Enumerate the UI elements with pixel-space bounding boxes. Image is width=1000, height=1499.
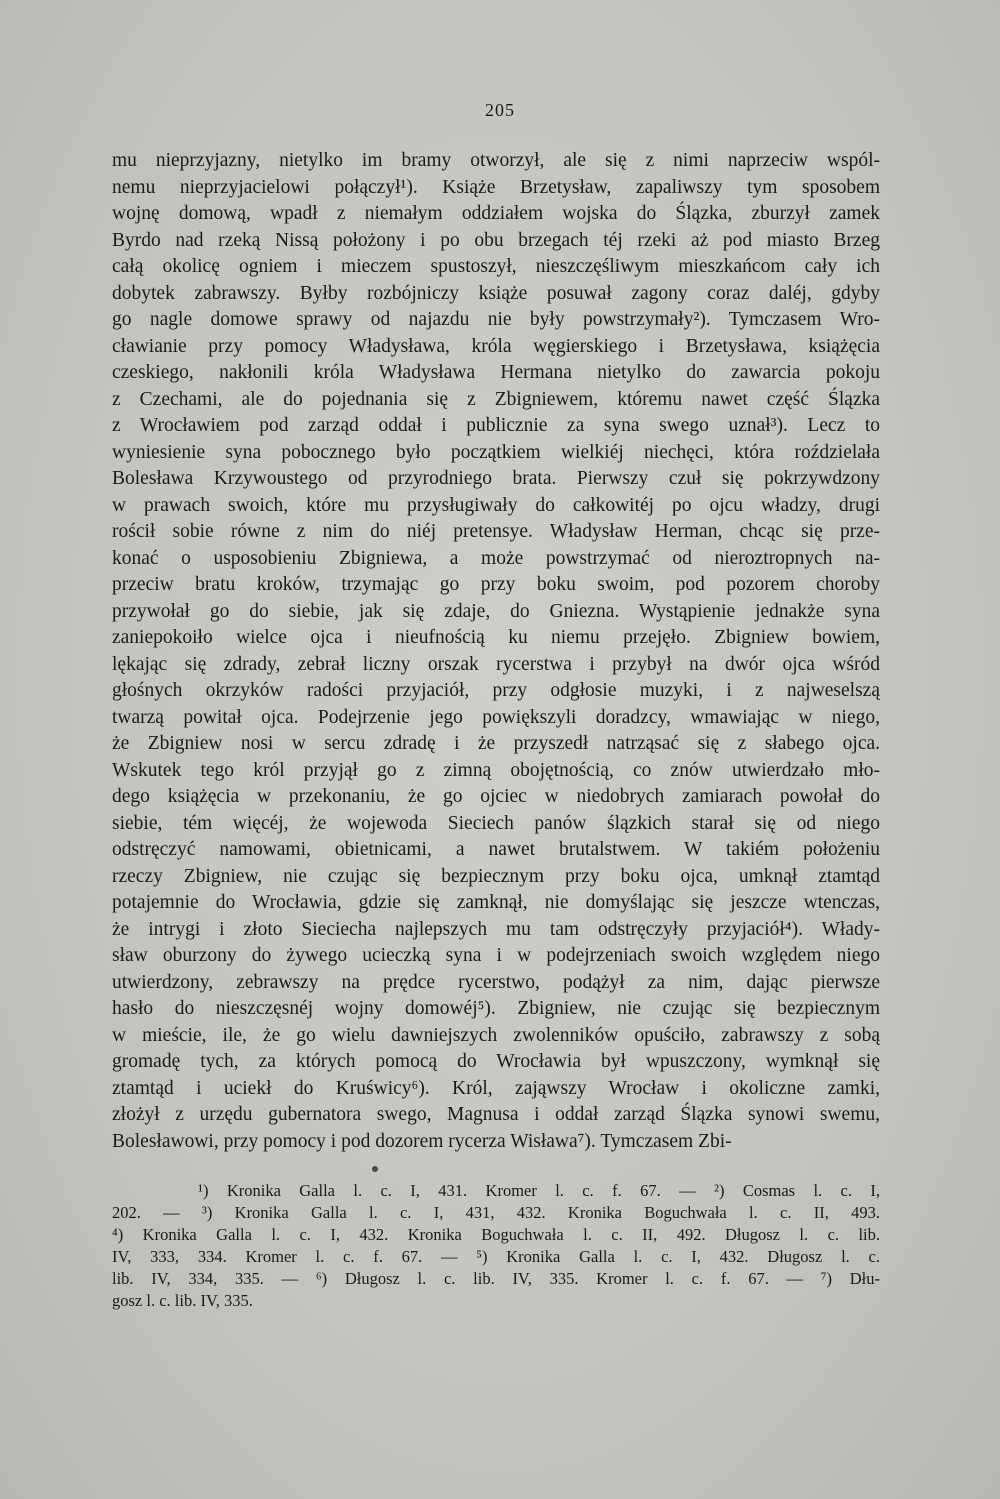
text-line: nemu nieprzyjacielowi połączył¹). Książe Brzetysław, zapaliwszy tym sposobem (112, 176, 880, 198)
footnote-line: ⁴) Kronika Galla l. c. I, 432. Kronika Boguchwała l. c. II, 492. Długosz l. c. lib. (112, 1225, 880, 1244)
text-line: zaniepokoiło wielce ojca i nieufnością ku niemu przejęło. Zbigniew bowiem, (112, 627, 880, 648)
text-line: mu nieprzyjazny, nietylko im bramy otworzył, ale się z nimi naprzeciw wspól- (112, 150, 880, 171)
text-line: Byrdo nad rzeką Nissą położony i po obu brzegach téj rzeki aż pod miasto Brzeg (112, 229, 880, 251)
text-line: twarzą powitał ojca. Podejrzenie jego powiększyli doradzcy, wmawiając w niego, (112, 706, 880, 728)
text-line: w mieście, ile, że go wielu dawniejszych zwolenników opuściło, zabrawszy z sobą (112, 1024, 880, 1046)
text-line: siebie, tém więcéj, że wojewoda Sieciech panów ślązkich starał się od niego (112, 812, 880, 834)
footnote-line: lib. IV, 334, 335. — ⁶) Długosz l. c. lib. IV, 335. Kromer l. c. f. 67. — ⁷) Dłu- (112, 1269, 880, 1288)
text-line: Wskutek tego król przyjął go z zimną obojętnością, co znów utwierdzało mło- (112, 759, 880, 781)
footnote-line: ¹) Kronika Galla l. c. I, 431. Kromer l. c. f. 67. — ²) Cosmas l. c. I, (198, 1181, 880, 1200)
text-line: rościł sobie równe z nim do niéj pretensye. Władysław Herman, chcąc się prze- (112, 521, 880, 542)
text-line: wojnę domową, wpadł z niemałym oddziałem wojska do Ślązka, zburzył zamek (112, 203, 880, 224)
text-line: Bolesława Krzywoustego od przyrodniego brata. Pierwszy czuł się pokrzywdzony (112, 468, 880, 489)
text-line: sław oburzony do żywego ucieczką syna i w podejrzeniach swoich względem niego (112, 945, 880, 966)
footnotes (112, 1180, 880, 1312)
footnote-line: 202. — ³) Kronika Galla l. c. I, 431, 432. Kronika Boguchwała l. c. II, 493. (112, 1203, 880, 1222)
text-line: przywołał go do siebie, jak się zdaje, do Gniezna. Wystąpienie jednakże syna (112, 600, 880, 622)
text-line: głośnych okrzyków radości przyjaciół, przy odgłosie muzyki, i z najweselszą (112, 680, 880, 701)
text-line: czeskiego, nakłonili króla Władysława Hermana nietylko do zawarcia pokoju (112, 362, 880, 383)
text-line: cławianie przy pomocy Władysława, króla węgierskiego i Brzetysława, książęcia (112, 335, 880, 357)
text-line: złożył z urzędu gubernatora swego, Magnusa i oddał zarząd Ślązka synowi swemu, (112, 1104, 880, 1125)
text-line: w prawach swoich, które mu przysługiwały do całkowitéj po ojcu władzy, drugi (112, 494, 880, 516)
text-line: dego książęcia w przekonaniu, że go ojciec w niedobrych zamiarach powołał do (112, 786, 880, 807)
text-line: Bolesławowi, przy pomocy i pod dozorem rycerza Wisława⁷). Tymczasem Zbi- (112, 1130, 732, 1152)
text-line: przeciw bratu kroków, trzymając go przy boku swoim, pod pozorem choroby (112, 574, 880, 595)
text-line: z Wrocławiem pod zarząd oddał i publicznie za syna swego uznał³). Lecz to (112, 415, 880, 436)
text-line: gromadę tych, za których pomocą do Wrocławia był wpuszczony, wymknął się (112, 1051, 880, 1072)
text-line: że Zbigniew nosi w sercu zdradę i że przyszedł natrząsać się z słabego ojca. (112, 733, 880, 754)
footnote-divider-mark (372, 1166, 378, 1172)
text-line: potajemnie do Wrocławia, gdzie się zamknął, nie domyślając się jeszcze wtenczas, (112, 892, 880, 913)
text-line: dobytek zabrawszy. Byłby rozbójniczy książe posuwał zagony coraz daléj, gdyby (112, 282, 880, 304)
text-line: go nagle domowe sprawy od najazdu nie były powstrzymały²). Tymczasem Wro- (112, 309, 880, 330)
footnote-line: gosz l. c. lib. IV, 335. (112, 1291, 253, 1310)
text-line: lękając się zdrady, zebrał liczny orszak rycerstwa i przybył na dwór ojca wśród (112, 653, 880, 675)
page-number: 205 (485, 100, 515, 120)
text-line: wyniesienie syna pobocznego było początkiem wielkiéj niechęci, która roździelała (112, 441, 880, 463)
main-text (112, 148, 880, 1155)
text-line: hasło do nieszczęsnéj wojny domowéj⁵). Zbigniew, nie czując się bezpiecznym (112, 998, 880, 1019)
footnote-line: IV, 333, 334. Kromer l. c. f. 67. — ⁵) Kronika Galla l. c. I, 432. Długosz l. c. (112, 1247, 880, 1266)
text-line: że intrygi i złoto Sieciecha najlepszych mu tam odstręczyły przyjaciół⁴). Włady- (112, 918, 880, 940)
text-line: ztamtąd i uciekł do Kruświcy⁶). Król, zająwszy Wrocław i okoliczne zamki, (112, 1077, 880, 1099)
text-line: z Czechami, ale do pojednania się z Zbigniewem, któremu nawet część Ślązka (112, 388, 880, 410)
text-line: utwierdzony, zebrawszy na prędce rycerstwo, podążył za nim, dając pierwsze (112, 971, 880, 993)
text-line: odstręczyć namowami, obietnicami, a nawet brutalstwem. W takiém położeniu (112, 839, 880, 860)
text-line: konać o usposobieniu Zbigniewa, a może powstrzymać od nieroztropnych na- (112, 547, 880, 569)
text-line: całą okolicę ogniem i mieczem spustoszył, nieszczęśliwym mieszkańcom cały ich (112, 256, 880, 277)
text-line: rzeczy Zbigniew, nie czując się bezpiecznym przy boku ojca, umknął ztamtąd (112, 865, 880, 887)
